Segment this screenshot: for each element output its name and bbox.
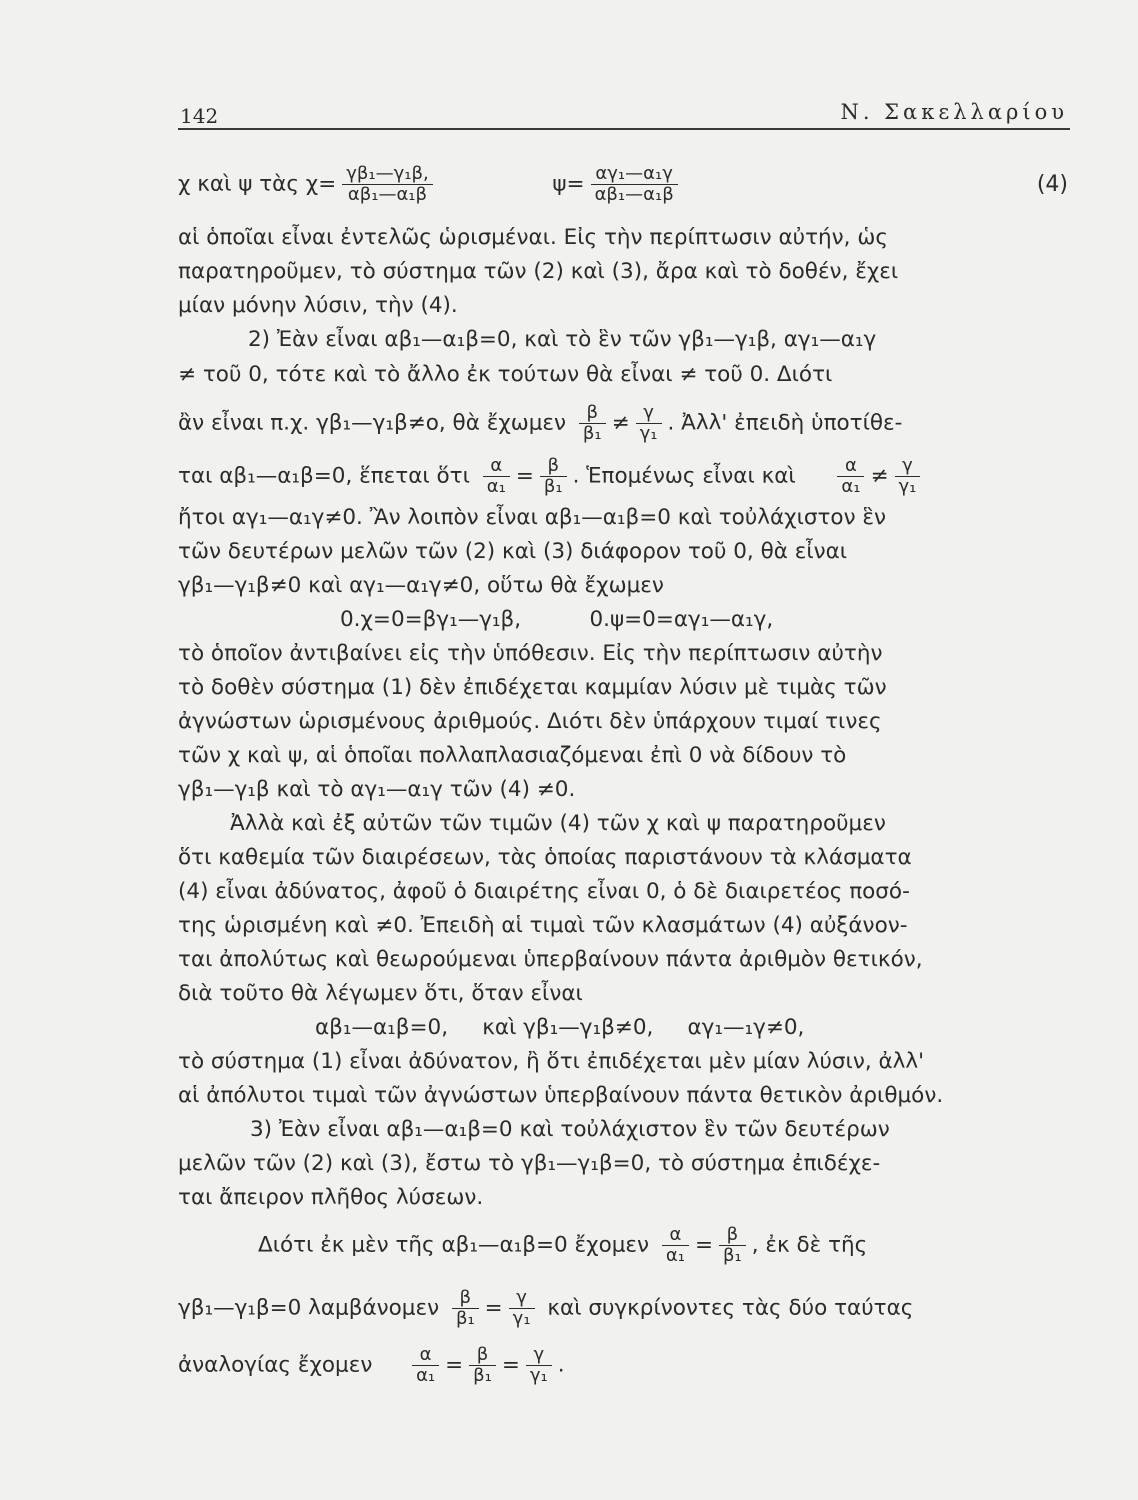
text-line: διὰ τοῦτο θὰ λέγωμεν ὅτι, ὅταν εἶναι: [178, 981, 583, 1006]
text-line: αἱ ὁποῖαι εἶναι ἐντελῶς ὡρισμέναι. Εἰς τὴν περίπτωσιν αὐτήν, ὡς: [178, 225, 888, 250]
equation-4: [178, 164, 1078, 205]
page-number: 142: [180, 104, 219, 128]
equation-number-4: (4): [1036, 172, 1068, 197]
fraction-denominator: γ₁: [512, 1307, 531, 1329]
fraction-numerator: β: [452, 1288, 479, 1309]
fraction-numerator: β: [719, 1225, 746, 1246]
header-rule: [178, 128, 1070, 130]
fraction-psi-denominator: αβ₁—α₁β: [594, 183, 674, 205]
eq-symbol: =: [694, 1232, 713, 1258]
fraction-denominator: γ₁: [639, 422, 658, 444]
eq-symbol: =: [484, 1295, 503, 1321]
fraction-numerator: γ: [526, 1345, 552, 1366]
line-hepetai: [178, 456, 1078, 497]
fraction-denominator: γ₁: [529, 1364, 548, 1386]
fraction-beta: [540, 456, 567, 497]
line-pi-tail: . Ἀλλ' ἐπειδὴ ὑποτίθε-: [667, 410, 903, 436]
text-line: τῶν χ καὶ ψ, αἱ ὁποῖαι πολλαπλασιαζόμεναι ἐπὶ 0 νὰ δίδουν τὸ: [178, 743, 847, 768]
fraction-numerator: γ: [509, 1288, 535, 1309]
fraction-denominator: α₁: [416, 1364, 436, 1386]
fraction-gamma: [895, 456, 921, 497]
text-line: τῶν δευτέρων μελῶν τῶν (2) καὶ (3) διάφορον τοῦ 0, θὰ εἶναι: [178, 539, 848, 564]
fraction-alpha: [837, 456, 864, 497]
fraction-gamma: [636, 403, 662, 444]
fraction-gamma: [509, 1288, 535, 1329]
fraction-numerator: β: [579, 403, 606, 424]
fraction-beta: [452, 1288, 479, 1329]
line-dioti-lead: Διότι ἐκ μὲν τῆς αβ₁—α₁β=0 ἔχομεν: [258, 1232, 650, 1258]
fraction-numerator: γ: [636, 403, 662, 424]
fraction-x-numerator: γβ₁—γ₁β,: [342, 164, 432, 185]
fraction-beta: [579, 403, 606, 444]
line-analogia: [178, 1345, 1078, 1386]
fraction-numerator: α: [483, 456, 510, 477]
eq-symbol: =: [501, 1352, 520, 1378]
text-line: ἀγνώστων ὡρισμένους ἀριθμούς. Διότι δὲν ὑπάρχουν τιμαί τινες: [178, 709, 882, 734]
text-line: γβ₁—γ₁β≠0 καὶ αγ₁—α₁γ≠0, οὕτω θὰ ἔχωμεν: [178, 573, 664, 598]
fraction-x: [342, 164, 432, 205]
text-line: της ὡρισμένη καὶ ≠0. Ἐπειδὴ αἱ τιμαὶ τῶν κλασμάτων (4) αὐξάνον-: [178, 913, 908, 938]
fraction-psi-numerator: αγ₁—α₁γ: [591, 164, 678, 185]
running-header-author: Ν. Σακελλαρίου: [840, 100, 1068, 124]
fraction-denominator: β₁: [455, 1307, 475, 1329]
fraction-numerator: β: [540, 456, 567, 477]
fraction-alpha: [412, 1345, 439, 1386]
eq-symbol: =: [445, 1352, 464, 1378]
line-dioti-tail: , ἐκ δὲ τῆς: [751, 1232, 868, 1258]
fraction-denominator: β₁: [582, 422, 602, 444]
text-line: ὅτι καθεμία τῶν διαιρέσεων, τὰς ὁποίας παριστάνουν τὰ κλάσματα: [178, 845, 912, 870]
fraction-denominator: β₁: [543, 475, 563, 497]
fraction-psi: [591, 164, 678, 205]
fraction-alpha: [483, 456, 510, 497]
fraction-numerator: γ: [895, 456, 921, 477]
fraction-numerator: β: [469, 1345, 496, 1366]
eq-symbol: =: [515, 463, 534, 489]
line-gb: [178, 1288, 1078, 1329]
line-gb-tail: καὶ συγκρίνοντες τὰς δύο ταύτας: [547, 1295, 914, 1321]
fraction-denominator: γ₁: [898, 475, 917, 497]
fraction-alpha: [662, 1225, 689, 1266]
text-line: (4) εἶναι ἀδύνατος, ἀφοῦ ὁ διαιρέτης εἶναι 0, ὁ δὲ διαιρετέος ποσό-: [178, 879, 910, 904]
fraction-denominator: β₁: [723, 1244, 742, 1266]
fraction-denominator: α₁: [841, 475, 861, 497]
fraction-denominator: β₁: [473, 1364, 492, 1386]
fraction-x-denominator: αβ₁—α₁β: [347, 183, 428, 205]
period: .: [557, 1352, 565, 1378]
text-line: τὸ ὁποῖον ἀντιβαίνει εἰς τὴν ὑπόθεσιν. Εἰς τὴν περίπτωσιν αὐτὴν: [178, 641, 883, 666]
text-line: μίαν μόνην λύσιν, τὴν (4).: [178, 293, 458, 318]
text-line: Ἀλλὰ καὶ ἐξ αὐτῶν τῶν τιμῶν (4) τῶν χ καὶ ψ παρατηροῦμεν: [230, 811, 886, 836]
fraction-beta: [469, 1345, 496, 1386]
fraction-denominator: α₁: [486, 475, 506, 497]
text-line: αἱ ἀπόλυτοι τιμαὶ τῶν ἀγνώστων ὑπερβαίνουν πάντα θετικὸν ἀριθμόν.: [178, 1083, 944, 1108]
line-gb-lead: γβ₁—γ₁β=0 λαμβάνομεν: [178, 1295, 440, 1321]
text-line: τὸ σύστημα (1) εἶναι ἀδύνατον, ἢ ὅτι ἐπιδέχεται μὲν μίαν λύσιν, ἀλλ': [178, 1049, 925, 1074]
eq4-lead: χ καὶ ψ τὰς χ=: [178, 171, 337, 197]
fraction-gamma: [526, 1345, 552, 1386]
line-pi-lead: ἂν εἶναι π.χ. γβ₁—γ₁β≠ο, θὰ ἔχωμεν: [178, 410, 567, 436]
centered-equation: 0.χ=0=βγ₁—γ₁β, 0.ψ=0=αγ₁—α₁γ,: [340, 607, 774, 632]
neq-symbol: ≠: [611, 410, 630, 436]
text-line: 2) Ἐὰν εἶναι αβ₁—α₁β=0, καὶ τὸ ἓν τῶν γβ₁—γ₁β, αγ₁—α₁γ: [248, 327, 877, 352]
text-line: 3) Ἐὰν εἶναι αβ₁—α₁β=0 καὶ τοὐλάχιστον ἓν τῶν δευτέρων: [250, 1117, 890, 1142]
line-tai-mid: . Ἑπομένως εἶναι καὶ: [572, 463, 796, 489]
text-line: ≠ τοῦ 0, τότε καὶ τὸ ἄλλο ἐκ τούτων θὰ εἶναι ≠ τοῦ 0. Διότι: [178, 362, 833, 387]
line-pi-example: [178, 403, 1078, 444]
text-line: γβ₁—γ₁β καὶ τὸ αγ₁—α₁γ τῶν (4) ≠0.: [178, 777, 576, 802]
text-line: ἤτοι αγ₁—α₁γ≠0. Ἂν λοιπὸν εἶναι αβ₁—α₁β=0 καὶ τοὐλάχιστον ἓν: [178, 505, 887, 530]
line-tai-lead: ται αβ₁—α₁β=0, ἕπεται ὅτι: [178, 463, 470, 489]
eq4-psi-lead: ψ=: [552, 171, 585, 197]
text-line: μελῶν τῶν (2) καὶ (3), ἔστω τὸ γβ₁—γ₁β=0, τὸ σύστημα ἐπιδέχε-: [178, 1151, 881, 1176]
line-dioti: [258, 1225, 1138, 1266]
text-line: ται ἄπειρον πλῆθος λύσεων.: [178, 1185, 484, 1210]
fraction-numerator: α: [837, 456, 864, 477]
line-anal-lead: ἀναλογίας ἔχομεν: [178, 1352, 373, 1378]
fraction-numerator: α: [412, 1345, 439, 1366]
fraction-denominator: α₁: [665, 1244, 685, 1266]
text-line: ται ἀπολύτως καὶ θεωρούμεναι ὑπερβαίνουν πάντα ἀριθμὸν θετικόν,: [178, 947, 923, 972]
neq-symbol: ≠: [870, 463, 889, 489]
text-line: παρατηροῦμεν, τὸ σύστημα τῶν (2) καὶ (3), ἄρα καὶ τὸ δοθέν, ἔχει: [178, 259, 899, 284]
fraction-numerator: α: [662, 1225, 689, 1246]
fraction-beta: [719, 1225, 746, 1266]
centered-equation: αβ₁—α₁β=0, καὶ γβ₁—γ₁β≠0, αγ₁—₁γ≠0,: [315, 1015, 805, 1040]
text-line: τὸ δοθὲν σύστημα (1) δὲν ἐπιδέχεται καμμίαν λύσιν μὲ τιμὰς τῶν: [178, 675, 887, 700]
